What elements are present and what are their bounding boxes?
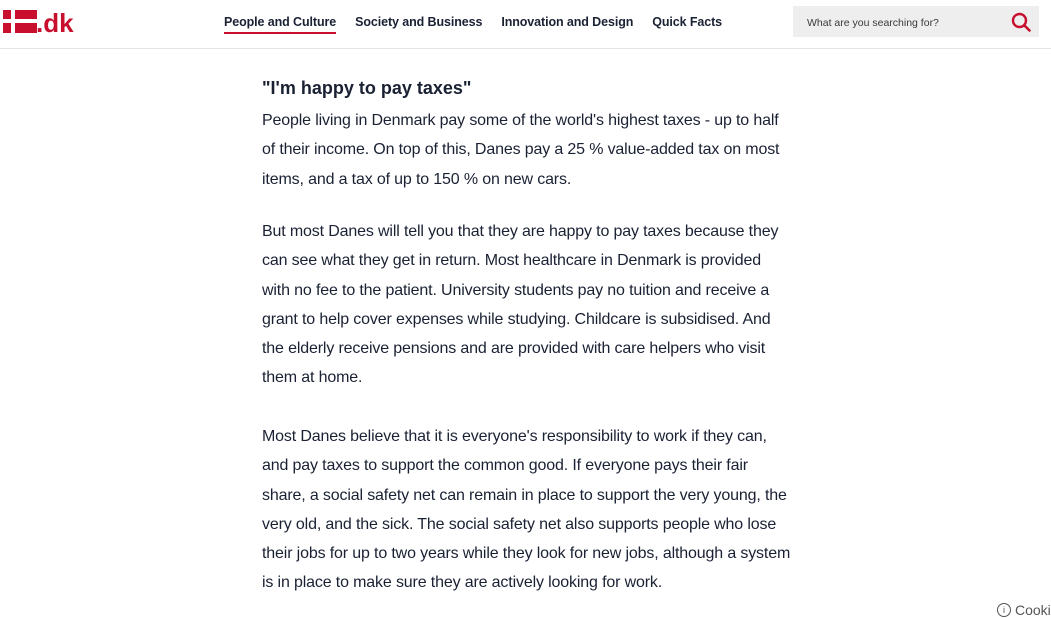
search-input[interactable] (805, 6, 1009, 39)
logo-text: .dk (36, 10, 74, 33)
paragraph-responsibility: Most Danes believe that it is everyone's responsibility to work if they can, and pay taxes to support the common good. If everyone pays their fair share, a social safety net can remain in place to support the very young, the very old, and the sick. The social safety net also supports people who lose their jobs for up to two years while they look for new jobs, although a system is in place to make sure they are actively looking for work. (262, 428, 791, 592)
main-nav (224, 0, 741, 48)
article-body (262, 76, 792, 592)
nav-society-and-business[interactable]: Society and Business (355, 15, 483, 29)
denmark-dk-logo[interactable] (3, 10, 87, 33)
article-headline: "I'm happy to pay taxes" (262, 78, 472, 98)
paragraph-taxes-overview: People living in Denmark pay some of the world's highest taxes - up to half of their income. On top of this, Danes pay a 25 % value-added tax on most items, and a tax of up to 150 % on new cars. (262, 112, 780, 188)
paragraph-benefits: But most Danes will tell you that they are happy to pay taxes because they can see what they get in return. Most healthcare in Denmark is provided with no fee to the patient. University students pay no tuition and receive a grant to help cover expenses while studying. Childcare is subsidised. And the elderly receive pensions and are provided with care helpers who visit them at home. (262, 223, 779, 387)
top-navigation-bar (0, 0, 1051, 49)
search-box (793, 6, 1039, 37)
info-icon: i (997, 603, 1011, 617)
nav-innovation-and-design[interactable]: Innovation and Design (501, 15, 634, 29)
nav-people-and-culture[interactable]: People and Culture (224, 0, 336, 34)
cookie-button[interactable] (997, 603, 1051, 617)
cookie-label: Cooki (1015, 602, 1051, 618)
search-icon[interactable] (1011, 12, 1031, 32)
nav-quick-facts[interactable]: Quick Facts (652, 15, 723, 29)
